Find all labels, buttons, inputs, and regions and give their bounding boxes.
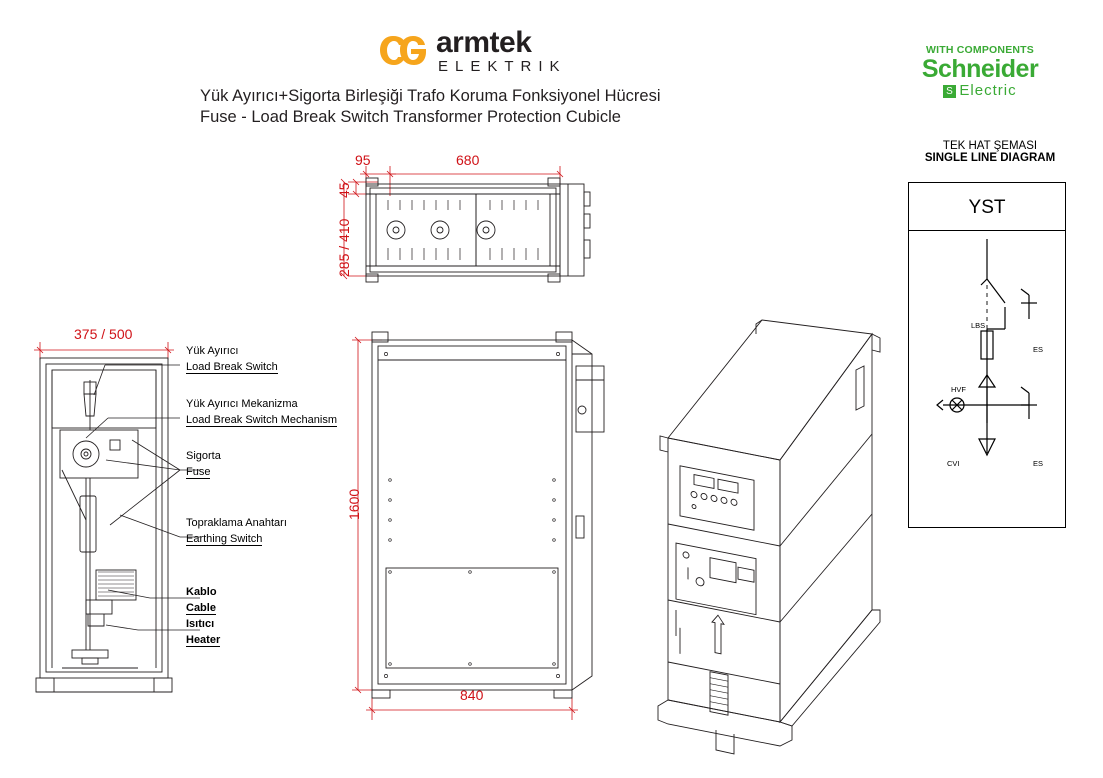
armtek-mark-icon — [380, 30, 426, 70]
callout-2-tr: Sigorta — [186, 450, 221, 462]
sld-label-es-bottom: ES — [1033, 459, 1044, 468]
callout-earthing-switch — [186, 517, 287, 547]
brand-name: armtek — [436, 26, 532, 59]
schneider-name: Schneider — [921, 55, 1039, 83]
page-title — [200, 86, 760, 128]
dim-top-depth: 285 / 410 — [336, 218, 352, 277]
sld-label-hvf: HVF — [951, 385, 966, 394]
sld-divider — [909, 230, 1065, 231]
schneider-logo — [905, 44, 1055, 99]
with-components-label: WITH COMPONENTS — [926, 44, 1034, 56]
sld-label-es-top: ES — [1033, 345, 1044, 354]
title-turkish: Yük Ayırıcı+Sigorta Birleşiği Trafo Koruma Fonksiyonel Hücresi — [200, 87, 661, 105]
callout-cable — [186, 586, 217, 616]
dim-front-width: 840 — [460, 687, 484, 703]
brand-subtitle: ELEKTRIK — [438, 58, 567, 75]
dim-top-depth-small: 45 — [336, 182, 352, 198]
sld-cell-code: YST — [968, 197, 1006, 218]
title-english: Fuse - Load Break Switch Transformer Protection Cubicle — [200, 108, 621, 126]
callout-0-en: Load Break Switch — [186, 361, 278, 373]
callout-1-en: Load Break Switch Mechanism — [186, 414, 338, 426]
callout-5-tr: Isıtıcı — [186, 618, 215, 630]
dim-side-width: 375 / 500 — [74, 326, 133, 342]
sld-title-en: SINGLE LINE DIAGRAM — [924, 152, 1056, 164]
sld-label-lbs: LBS — [971, 321, 986, 330]
sld-schematic — [909, 233, 1063, 523]
callout-load-break-switch — [186, 345, 278, 375]
callout-1-tr: Yük Ayırıcı Mekanizma — [186, 398, 298, 410]
callout-lbs-mechanism — [186, 398, 337, 428]
callout-5-en: Heater — [186, 634, 221, 646]
armtek-logo — [380, 26, 610, 78]
sld-title-tr: TEK HAT ŞEMASI — [942, 140, 1038, 152]
callout-0-tr: Yük Ayırıcı — [186, 345, 239, 357]
sld-label-cvi: CVI — [947, 459, 960, 468]
callout-4-tr: Kablo — [186, 586, 217, 598]
top-view-drawing — [330, 148, 630, 308]
schneider-mark-icon: S — [943, 85, 956, 98]
callout-3-tr: Topraklama Anahtarı — [186, 517, 287, 529]
dim-front-height: 1600 — [346, 488, 362, 520]
sld-heading — [900, 140, 1080, 164]
callout-2-en: Fuse — [186, 466, 211, 478]
schneider-sub-text: Electric — [959, 82, 1017, 99]
dim-top-offset: 95 — [355, 152, 371, 168]
dim-top-width: 680 — [456, 152, 480, 168]
front-view-drawing — [330, 320, 630, 720]
callout-4-en: Cable — [186, 602, 216, 614]
isometric-view-drawing — [650, 310, 910, 750]
callout-fuse — [186, 450, 221, 480]
schneider-sub — [905, 82, 1055, 99]
callout-3-en: Earthing Switch — [186, 533, 263, 545]
callout-heater — [186, 618, 220, 648]
sld-frame — [908, 182, 1066, 528]
